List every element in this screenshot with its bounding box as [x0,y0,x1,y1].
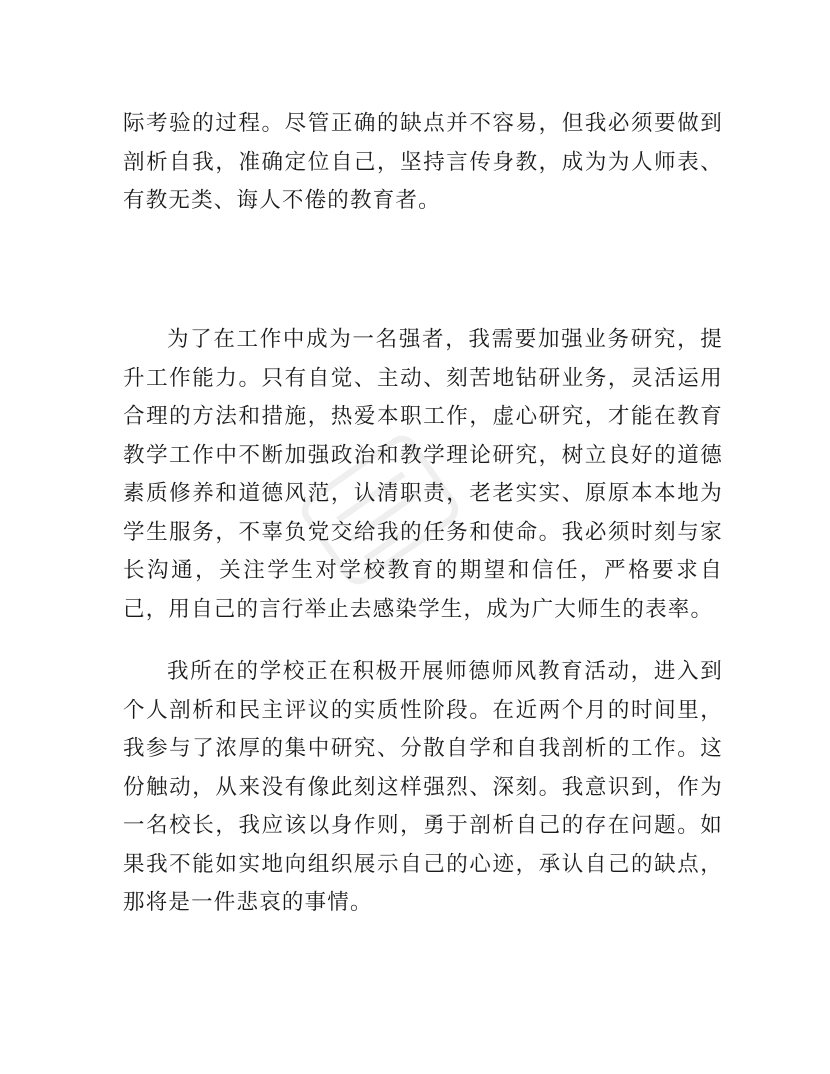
paragraph-3: 我所在的学校正在积极开展师德师风教育活动，进入到个人剖析和民主评议的实质性阶段。在近两个月的时间里，我参与了浓厚的集中研究、分散自学和自我剖析的工作。这份触动，从来没有像此刻这样强烈、深刻。我意识到，作为一名校长，我应该以身作则，勇于剖析自己的存在问题。如果我不能如实地向组织展示自己的心迹，承认自己的缺点，那将是一件悲哀的事情。 [123,659,723,915]
paragraph-1: 际考验的过程。尽管正确的缺点并不容易，但我必须要做到剖析自我，准确定位自己，坚持言传身教，成为为人师表、有教无类、诲人不倦的教育者。 [123,111,723,213]
paragraph-2: 为了在工作中成为一名强者，我需要加强业务研究，提升工作能力。只有自觉、主动、刻苦地钻研业务，灵活运用合理的方法和措施，热爱本职工作，虚心研究，才能在教育教学工作中不断加强政治和教学理论研究，树立良好的道德素质修养和道德风范，认清职责，老老实实、原原本本地为学生服务，不辜负党交给我的任务和使命。我必须时刻与家长沟通，关注学生对学校教育的期望和信任，严格要求自己，用自己的言行举止去感染学生，成为广大师生的表率。 [123,327,723,622]
